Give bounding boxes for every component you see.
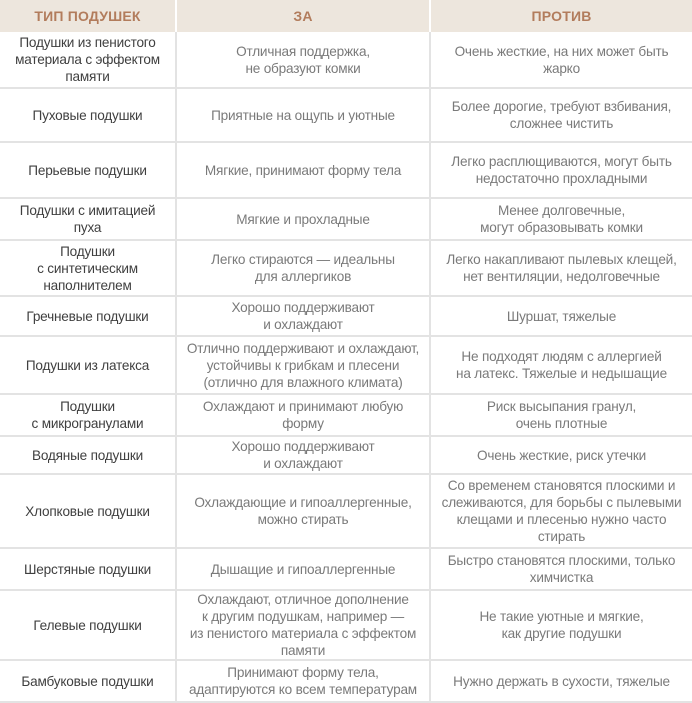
cons-cell: Легко расплющиваются, могут быть недостаточно прохладными [430,142,692,198]
pros-cell: Отличная поддержка, не образуют комки [176,32,430,88]
pillow-type-cell: Водяные подушки [0,436,176,474]
pros-cell: Принимают форму тела, адаптируются ко всем температурам [176,660,430,702]
pros-cell: Охлаждают и принимают любую форму [176,394,430,436]
pros-cell: Хорошо поддерживают и охлаждают [176,296,430,336]
table-row [0,590,692,660]
header-cons: ПРОТИВ [430,0,692,32]
table-row [0,336,692,394]
pros-cell: Охлаждают, отличное дополнение к другим подушкам, например — из пенистого материала с эффектом памяти [176,590,430,660]
pillow-type-cell: Гелевые подушки [0,590,176,660]
table-body [0,32,692,702]
pillow-type-cell: Шерстяные подушки [0,548,176,590]
pillow-type-cell: Гречневые подушки [0,296,176,336]
cons-cell: Менее долговечные, могут образовывать комки [430,198,692,240]
table-row [0,394,692,436]
table-row [0,660,692,702]
header-type: ТИП ПОДУШЕК [0,0,176,32]
table-row [0,240,692,296]
table-row [0,296,692,336]
table-row [0,548,692,590]
pros-cell: Отлично поддерживают и охлаждают, устойчивы к грибкам и плесени (отлично для влажного климата) [176,336,430,394]
cons-cell: Легко накапливают пылевых клещей, нет вентиляции, недолговечные [430,240,692,296]
pillow-type-cell: Подушки с микрогранулами [0,394,176,436]
cons-cell: Со временем становятся плоскими и слеживаются, для борьбы с пылевыми клещами и плесенью нужно часто стирать [430,474,692,548]
header-pros: ЗА [176,0,430,32]
table-row [0,142,692,198]
table-row [0,436,692,474]
pillow-type-cell: Перьевые подушки [0,142,176,198]
cons-cell: Быстро становятся плоскими, только химчистка [430,548,692,590]
pillow-type-cell: Бамбуковые подушки [0,660,176,702]
pillow-type-cell: Подушки из латекса [0,336,176,394]
table-row [0,32,692,88]
cons-cell: Очень жесткие, на них может быть жарко [430,32,692,88]
header-row [0,0,692,32]
cons-cell: Риск высыпания гранул, очень плотные [430,394,692,436]
pros-cell: Дышащие и гипоаллергенные [176,548,430,590]
cons-cell: Очень жесткие, риск утечки [430,436,692,474]
cons-cell: Нужно держать в сухости, тяжелые [430,660,692,702]
table-row [0,88,692,142]
pros-cell: Легко стираются — идеальны для аллергиков [176,240,430,296]
pillow-type-cell: Хлопковые подушки [0,474,176,548]
cons-cell: Шуршат, тяжелые [430,296,692,336]
pros-cell: Мягкие и прохладные [176,198,430,240]
pros-cell: Хорошо поддерживают и охлаждают [176,436,430,474]
pillow-type-cell: Подушки с имитацией пуха [0,198,176,240]
cons-cell: Не такие уютные и мягкие, как другие подушки [430,590,692,660]
table-row [0,474,692,548]
pillow-type-cell: Подушки с синтетическим наполнителем [0,240,176,296]
table-row [0,198,692,240]
pillow-type-cell: Пуховые подушки [0,88,176,142]
pros-cell: Охлаждающие и гипоаллергенные, можно стирать [176,474,430,548]
pros-cell: Мягкие, принимают форму тела [176,142,430,198]
cons-cell: Не подходят людям с аллергией на латекс. Тяжелые и недышащие [430,336,692,394]
pillow-type-cell: Подушки из пенистого материала с эффектом памяти [0,32,176,88]
cons-cell: Более дорогие, требуют взбивания, сложнее чистить [430,88,692,142]
pros-cell: Приятные на ощупь и уютные [176,88,430,142]
